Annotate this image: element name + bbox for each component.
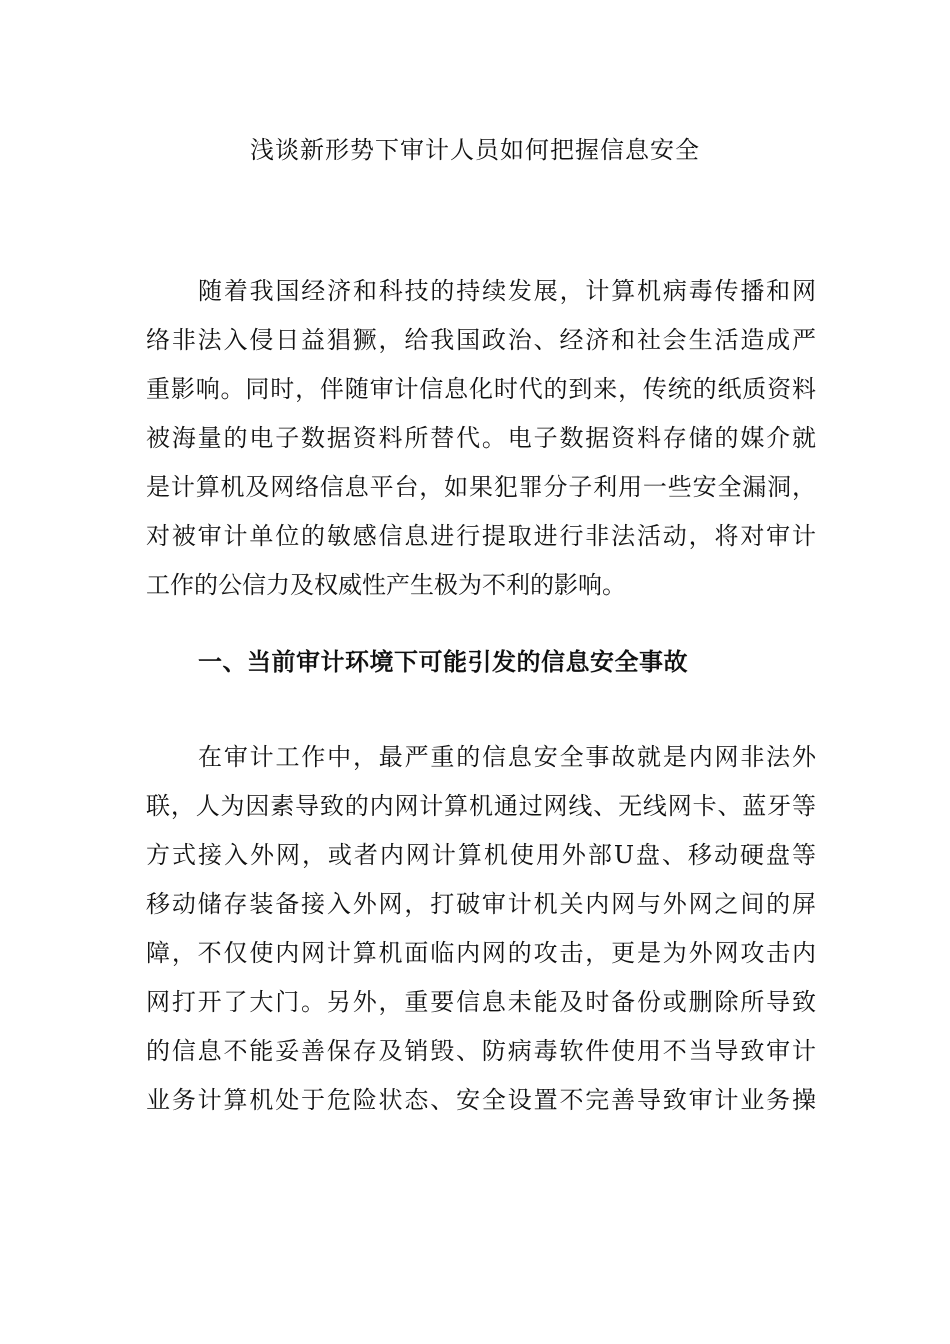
section-line: 联，人为因素导致的内网计算机通过网线、无线网卡、蓝牙等	[146, 792, 816, 820]
section-paragraph	[146, 733, 816, 1125]
section-heading: 一、当前审计环境下可能引发的信息安全事故	[198, 647, 688, 676]
section-line: 障，不仅使内网计算机面临内网的攻击，更是为外网攻击内	[146, 939, 816, 967]
section-line: 方式接入外网，或者内网计算机使用外部U盘、移动硬盘等	[146, 841, 816, 869]
intro-paragraph	[146, 267, 816, 610]
document-title: 浅谈新形势下审计人员如何把握信息安全	[250, 136, 700, 164]
intro-line: 工作的公信力及权威性产生极为不利的影响。	[146, 571, 626, 599]
section-line: 在审计工作中，最严重的信息安全事故就是内网非法外	[198, 743, 816, 771]
intro-line: 随着我国经济和科技的持续发展，计算机病毒传播和网	[198, 277, 816, 305]
intro-line: 是计算机及网络信息平台，如果犯罪分子利用一些安全漏洞，	[146, 473, 816, 501]
section-line: 移动储存装备接入外网，打破审计机关内网与外网之间的屏	[146, 890, 816, 918]
section-line: 业务计算机处于危险状态、安全设置不完善导致审计业务操	[146, 1086, 816, 1114]
intro-line: 对被审计单位的敏感信息进行提取进行非法活动，将对审计	[146, 522, 816, 550]
section-line: 的信息不能妥善保存及销毁、防病毒软件使用不当导致审计	[146, 1037, 816, 1065]
intro-line: 被海量的电子数据资料所替代。电子数据资料存储的媒介就	[146, 424, 816, 452]
section-line: 网打开了大门。另外，重要信息未能及时备份或删除所导致	[146, 988, 816, 1016]
intro-line: 络非法入侵日益猖獗，给我国政治、经济和社会生活造成严	[146, 326, 816, 354]
intro-line: 重影响。同时，伴随审计信息化时代的到来，传统的纸质资料	[146, 375, 816, 403]
